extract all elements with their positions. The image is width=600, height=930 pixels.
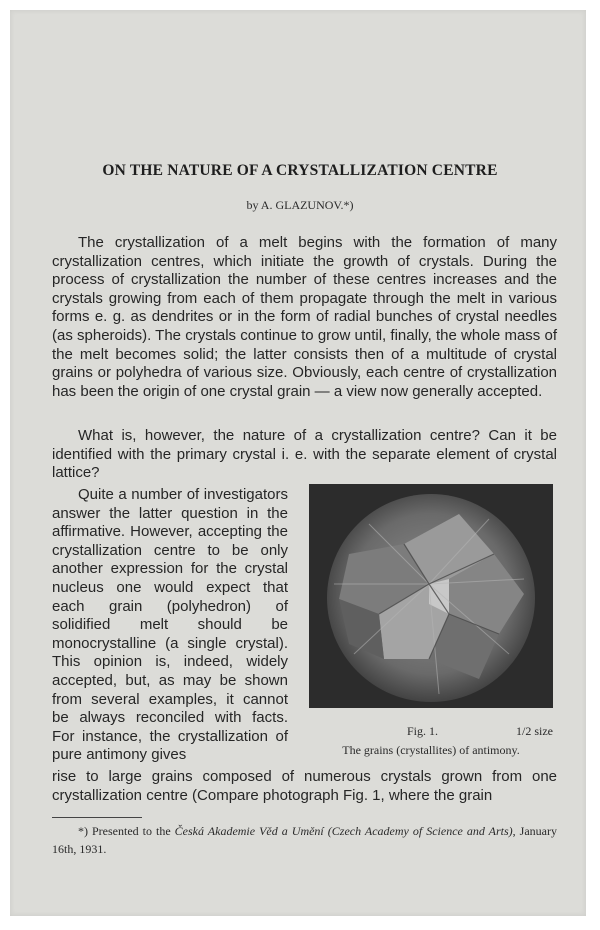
figure-label: Fig. 1. [407, 724, 439, 738]
author-byline: by A. GLAZUNOV.*) [246, 198, 354, 212]
footnote [52, 822, 557, 858]
article-title: ON THE NATURE OF A CRYSTALLIZATION CENTRE [102, 162, 498, 179]
paragraph-3: Quite a number of investigators answer the latter question in the affirmative. However, accepting the crystallization centre to be only another expression for the crystal nucleus one would expect that each grain (polyhedron) of solidified melt should be monocrystalline (a single crystal). This opinion is, indeed, widely accepted, but, as may be shown from several examples, it cannot be always reconciled with facts. For instance, the crystallization of pure antimony gives [52, 486, 288, 764]
footnote-rule [52, 817, 142, 818]
figure-scale: 1/2 size [516, 724, 553, 738]
footnote-institution: Česká Akademie Věd a Umění (Czech Academy of Science and Arts) [174, 824, 513, 838]
figure-caption: The grains (crystallites) of antimony. [342, 743, 520, 757]
paragraph-2: What is, however, the nature of a crystallization centre? Can it be identified with the primary crystal i. e. with the separate element of crystal lattice? [52, 427, 557, 482]
footnote-date: , January 16th, 1931. [52, 824, 557, 856]
paragraph-1: The crystallization of a melt begins with the formation of many crystallization centres, which initiate the growth of crystals. During the process of crystallization the number of these centres increases and the crystals growing from each of them propagate through the melt in various forms e. g. as dendrites or in the form of radial bunches of crystal needles (as spheroids). The crystals continue to grow until, finally, the whole mass of the melt becomes solid; the latter consists then of a multitude of crystal grains or polyhedra of various size. Obviously, each centre of crystallization has been the origin of one crystal grain — a view now generally accepted. [52, 234, 557, 400]
antimony-grain-photo [309, 484, 553, 708]
paragraph-4: rise to large grains composed of numerous crystals grown from one crystallization centre (Compare photograph Fig. 1, where the grain [52, 768, 557, 804]
footnote-marker: *) Presented to the [78, 824, 175, 838]
